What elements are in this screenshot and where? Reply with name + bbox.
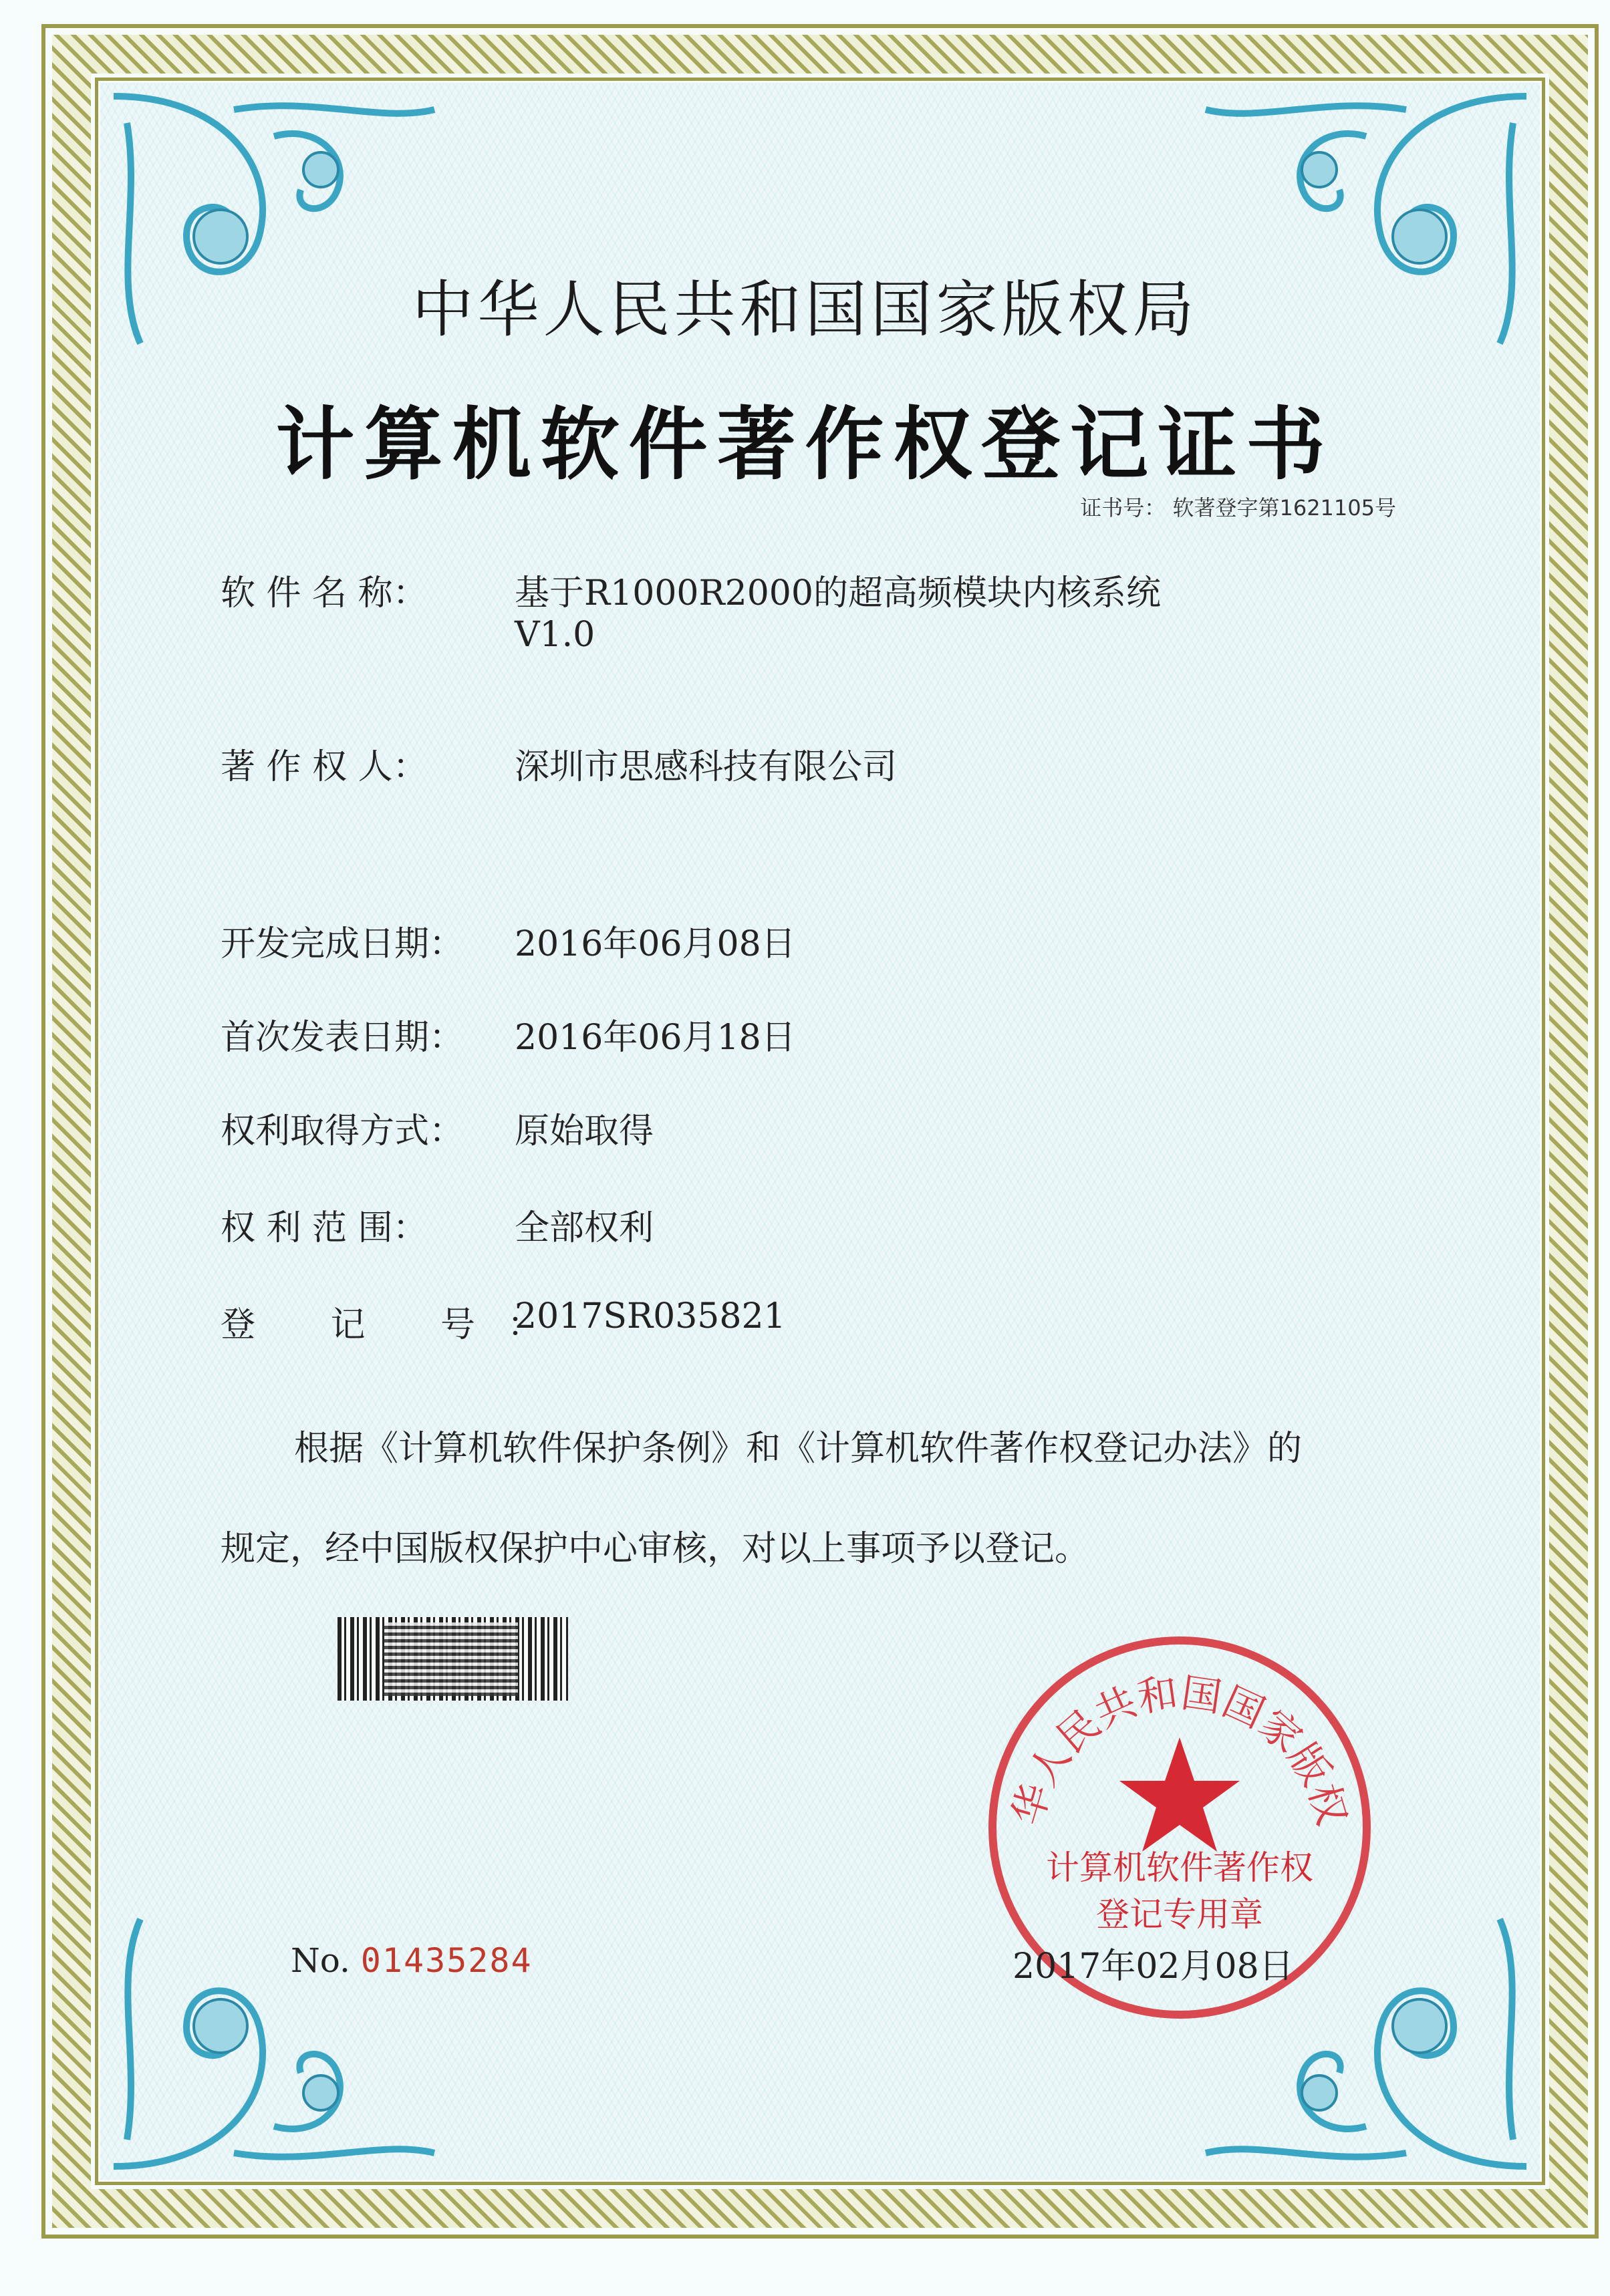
seal-line-2: 登记专用章 [1096,1895,1263,1934]
field-value: 深圳市思感科技有限公司 [515,747,898,787]
field-label: 首次发表日期： [221,1018,464,1058]
star-icon [1119,1737,1240,1852]
field-label: 软 件 名 称： [221,573,428,613]
issue-date: 2017年02月08日 [1013,1947,1294,1987]
field-dev-completion-date [221,915,796,966]
statement-line-1: 根据《计算机软件保护条例》和《计算机软件著作权登记办法》的 [294,1429,1303,1469]
field-registration-number [221,1296,786,1346]
2d-code [384,1622,518,1696]
seal-arc-text: 华人民共和国国家版权 [1004,1669,1355,1831]
field-value: 2016年06月08日 [515,924,796,964]
field-value: 2016年06月18日 [515,1018,796,1058]
serial-number [291,1941,533,1980]
issuer-title: 中华人民共和国国家版权局 [412,274,1198,345]
field-acquisition-method [221,1103,654,1153]
serial-value: 01435284 [360,1941,533,1980]
field-rights-scope [221,1199,654,1250]
certificate-number: 证书号： 软著登字第1621105号 [1080,495,1396,521]
field-label: 著 作 权 人： [221,747,428,787]
certificate-title: 计算机软件著作权登记证书 [275,398,1335,490]
field-label: 开发完成日期： [221,924,464,964]
field-copyright-owner [221,738,897,788]
field-software-name [221,565,1161,655]
barcode [338,1617,568,1701]
field-label: 权 利 范 围： [221,1208,428,1248]
field-label: 权利取得方式： [221,1111,464,1151]
seal-line-1: 计算机软件著作权 [1046,1848,1313,1887]
field-first-publish-date [221,1009,796,1059]
field-value: 2017SR035821 [515,1296,786,1336]
field-value: 基于R1000R2000的超高频模块内核系统 [515,573,1161,613]
field-value: 原始取得 [515,1111,654,1151]
statement-line-2: 规定，经中国版权保护中心审核，对以上事项予以登记。 [221,1529,1090,1569]
serial-prefix: No. [291,1941,350,1980]
field-value: 全部权利 [515,1208,654,1248]
field-label: 登 记 号： [221,1305,575,1345]
field-value-version: V1.0 [515,615,595,655]
